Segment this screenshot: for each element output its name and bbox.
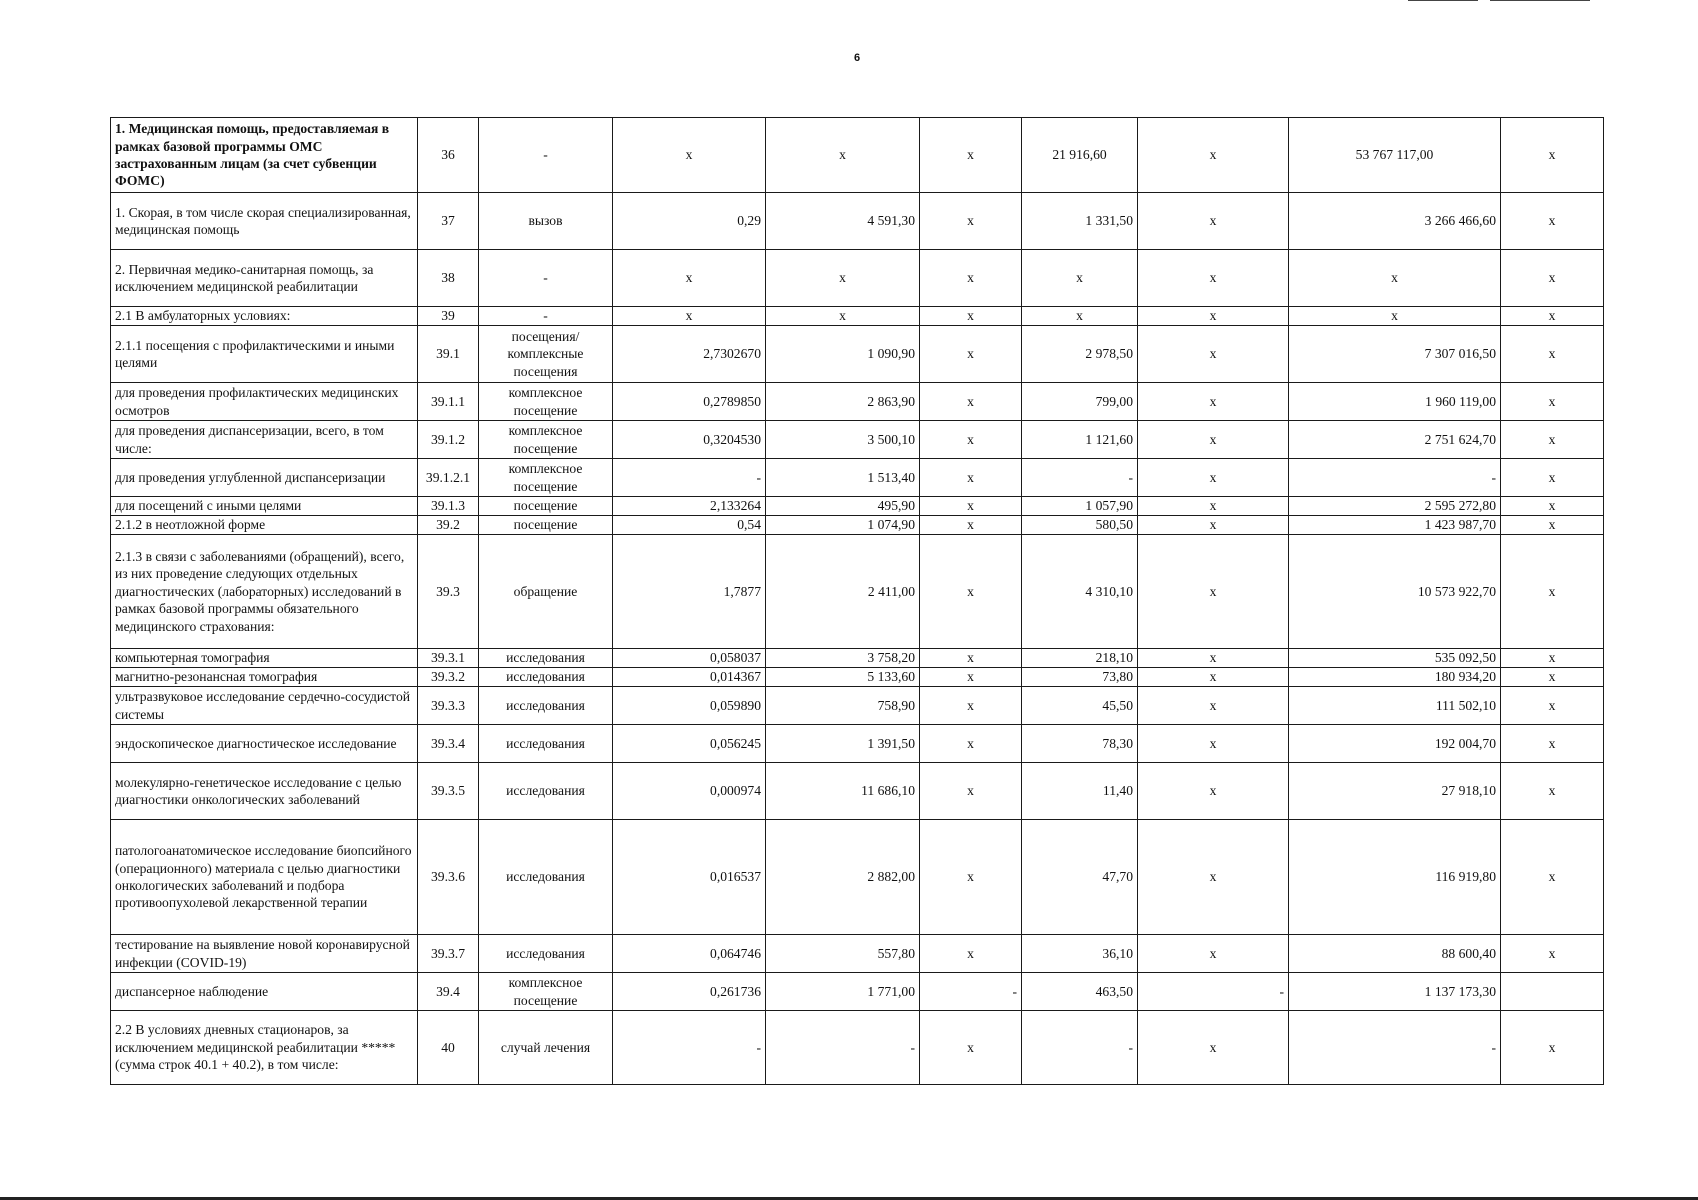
row-value-4: - (1022, 459, 1138, 497)
row-unit: исследования (479, 763, 613, 820)
table-row (111, 763, 1604, 820)
row-name: 1. Медицинская помощь, предоставляемая в рамках базовой программы ОМС застрахованным лицам (за счет субвенции ФОМС) (111, 118, 418, 193)
row-value-6: 27 918,10 (1289, 763, 1501, 820)
row-code: 39.3.1 (418, 649, 479, 668)
row-code: 39.1.2 (418, 421, 479, 459)
row-value-4: 45,50 (1022, 687, 1138, 725)
row-value-7: х (1501, 935, 1604, 973)
row-value-5: х (1138, 687, 1289, 725)
row-name: для посещений с иными целями (111, 497, 418, 516)
row-value-6: - (1289, 1011, 1501, 1085)
row-value-3: х (920, 421, 1022, 459)
row-value-7: х (1501, 383, 1604, 421)
row-value-3: х (920, 193, 1022, 250)
row-value-3: х (920, 307, 1022, 326)
row-value-2: 495,90 (766, 497, 920, 516)
row-code: 39.3.4 (418, 725, 479, 763)
row-value-5: х (1138, 763, 1289, 820)
row-name: тестирование на выявление новой коронавирусной инфекции (COVID-19) (111, 935, 418, 973)
row-value-1: 0,059890 (613, 687, 766, 725)
row-value-4: 21 916,60 (1022, 118, 1138, 193)
row-value-5: х (1138, 497, 1289, 516)
row-unit: исследования (479, 687, 613, 725)
row-value-4: 1 331,50 (1022, 193, 1138, 250)
row-value-7: х (1501, 421, 1604, 459)
row-value-6: 111 502,10 (1289, 687, 1501, 725)
row-value-5: х (1138, 307, 1289, 326)
row-unit: - (479, 307, 613, 326)
row-value-6: 53 767 117,00 (1289, 118, 1501, 193)
row-value-1: 0,29 (613, 193, 766, 250)
row-unit: посещения/комплексные посещения (479, 326, 613, 383)
table-row (111, 725, 1604, 763)
row-value-4: 1 121,60 (1022, 421, 1138, 459)
row-value-1: 0,54 (613, 516, 766, 535)
row-value-3: х (920, 763, 1022, 820)
row-value-4: 36,10 (1022, 935, 1138, 973)
row-value-5: - (1138, 973, 1289, 1011)
table-body (111, 118, 1604, 1085)
row-value-2: 2 863,90 (766, 383, 920, 421)
row-value-4: 1 057,90 (1022, 497, 1138, 516)
row-value-6: 7 307 016,50 (1289, 326, 1501, 383)
row-unit: вызов (479, 193, 613, 250)
row-value-7: х (1501, 459, 1604, 497)
row-value-2: 3 500,10 (766, 421, 920, 459)
table-row (111, 421, 1604, 459)
row-value-7: х (1501, 326, 1604, 383)
table-row (111, 535, 1604, 649)
row-value-3: х (920, 118, 1022, 193)
row-value-3: х (920, 649, 1022, 668)
row-value-2: 3 758,20 (766, 649, 920, 668)
row-value-7: х (1501, 668, 1604, 687)
row-value-7: х (1501, 516, 1604, 535)
row-code: 39.3.2 (418, 668, 479, 687)
row-value-5: х (1138, 193, 1289, 250)
row-unit: комплексное посещение (479, 459, 613, 497)
table-row (111, 1011, 1604, 1085)
row-value-4: 73,80 (1022, 668, 1138, 687)
row-value-1: 0,058037 (613, 649, 766, 668)
row-name: компьютерная томография (111, 649, 418, 668)
row-value-4: 47,70 (1022, 820, 1138, 935)
row-value-5: х (1138, 668, 1289, 687)
table-row (111, 383, 1604, 421)
row-code: 39.3.7 (418, 935, 479, 973)
row-value-4: 463,50 (1022, 973, 1138, 1011)
row-value-6: х (1289, 250, 1501, 307)
row-value-5: х (1138, 326, 1289, 383)
row-value-6: 2 751 624,70 (1289, 421, 1501, 459)
row-value-1: 0,000974 (613, 763, 766, 820)
row-name: 2.1 В амбулаторных условиях: (111, 307, 418, 326)
table-row (111, 250, 1604, 307)
row-value-7: х (1501, 118, 1604, 193)
row-value-2: 1 074,90 (766, 516, 920, 535)
row-unit: обращение (479, 535, 613, 649)
table-row (111, 193, 1604, 250)
row-value-2: 2 411,00 (766, 535, 920, 649)
row-value-1: 0,056245 (613, 725, 766, 763)
row-value-4: 4 310,10 (1022, 535, 1138, 649)
row-value-2: 11 686,10 (766, 763, 920, 820)
row-value-6: 116 919,80 (1289, 820, 1501, 935)
row-value-1: 1,7877 (613, 535, 766, 649)
row-value-6: 535 092,50 (1289, 649, 1501, 668)
table-row (111, 516, 1604, 535)
row-value-3: х (920, 326, 1022, 383)
row-name: 2. Первичная медико-санитарная помощь, за исключением медицинской реабилитации (111, 250, 418, 307)
row-value-1: 0,2789850 (613, 383, 766, 421)
row-value-3: х (920, 250, 1022, 307)
row-value-3: х (920, 535, 1022, 649)
row-unit: комплексное посещение (479, 421, 613, 459)
row-code: 36 (418, 118, 479, 193)
row-name: магнитно-резонансная томография (111, 668, 418, 687)
row-value-1: 0,064746 (613, 935, 766, 973)
row-value-1: 2,7302670 (613, 326, 766, 383)
row-value-6: 192 004,70 (1289, 725, 1501, 763)
row-name: для проведения диспансеризации, всего, в том числе: (111, 421, 418, 459)
row-value-1: - (613, 459, 766, 497)
row-code: 39.4 (418, 973, 479, 1011)
row-code: 39.3 (418, 535, 479, 649)
row-code: 37 (418, 193, 479, 250)
row-value-7: х (1501, 763, 1604, 820)
row-value-7: х (1501, 307, 1604, 326)
table-row (111, 326, 1604, 383)
row-unit: исследования (479, 725, 613, 763)
row-value-6: 10 573 922,70 (1289, 535, 1501, 649)
row-code: 39.3.3 (418, 687, 479, 725)
row-value-6: х (1289, 307, 1501, 326)
row-name: молекулярно-генетическое исследование с целью диагностики онкологических заболеваний (111, 763, 418, 820)
row-value-6: 88 600,40 (1289, 935, 1501, 973)
table-row (111, 668, 1604, 687)
row-code: 39.1.3 (418, 497, 479, 516)
table-row (111, 935, 1604, 973)
row-value-4: х (1022, 307, 1138, 326)
row-value-5: х (1138, 1011, 1289, 1085)
row-value-5: х (1138, 516, 1289, 535)
row-code: 39.3.6 (418, 820, 479, 935)
row-unit: комплексное посещение (479, 973, 613, 1011)
table-row (111, 649, 1604, 668)
row-value-3: х (920, 687, 1022, 725)
table-row (111, 307, 1604, 326)
row-unit: - (479, 118, 613, 193)
row-value-6: 180 934,20 (1289, 668, 1501, 687)
row-unit: - (479, 250, 613, 307)
row-value-7 (1501, 973, 1604, 1011)
table-row (111, 973, 1604, 1011)
row-value-2: 557,80 (766, 935, 920, 973)
row-value-2: 5 133,60 (766, 668, 920, 687)
row-value-7: х (1501, 193, 1604, 250)
row-value-3: х (920, 516, 1022, 535)
row-value-6: - (1289, 459, 1501, 497)
row-name: для проведения профилактических медицинских осмотров (111, 383, 418, 421)
row-value-5: х (1138, 725, 1289, 763)
row-value-3: х (920, 820, 1022, 935)
scan-mark (1490, 0, 1590, 1)
table-row (111, 687, 1604, 725)
row-code: 39.1.2.1 (418, 459, 479, 497)
row-value-4: 580,50 (1022, 516, 1138, 535)
table-row (111, 820, 1604, 935)
row-code: 39.3.5 (418, 763, 479, 820)
row-value-7: х (1501, 250, 1604, 307)
row-value-4: 799,00 (1022, 383, 1138, 421)
row-value-5: х (1138, 649, 1289, 668)
row-unit: исследования (479, 820, 613, 935)
row-value-7: х (1501, 1011, 1604, 1085)
row-value-7: х (1501, 497, 1604, 516)
row-unit: случай лечения (479, 1011, 613, 1085)
row-value-3: х (920, 383, 1022, 421)
row-value-2: 1 391,50 (766, 725, 920, 763)
row-name: эндоскопическое диагностическое исследование (111, 725, 418, 763)
row-value-6: 1 960 119,00 (1289, 383, 1501, 421)
row-unit: комплексное посещение (479, 383, 613, 421)
row-name: 2.2 В условиях дневных стационаров, за исключением медицинской реабилитации ***** (сумма строк 40.1 + 40.2), в том числе: (111, 1011, 418, 1085)
row-value-5: х (1138, 535, 1289, 649)
row-value-6: 3 266 466,60 (1289, 193, 1501, 250)
row-value-5: х (1138, 250, 1289, 307)
table-row (111, 497, 1604, 516)
row-value-1: х (613, 250, 766, 307)
row-value-1: 0,016537 (613, 820, 766, 935)
row-value-1: - (613, 1011, 766, 1085)
row-value-2: х (766, 307, 920, 326)
row-value-2: 2 882,00 (766, 820, 920, 935)
row-unit: исследования (479, 935, 613, 973)
row-value-3: - (920, 973, 1022, 1011)
budget-table (110, 117, 1604, 1085)
row-value-3: х (920, 668, 1022, 687)
row-value-7: х (1501, 725, 1604, 763)
row-code: 39.2 (418, 516, 479, 535)
row-name: 2.1.2 в неотложной форме (111, 516, 418, 535)
row-code: 39.1.1 (418, 383, 479, 421)
row-unit: исследования (479, 668, 613, 687)
row-unit: исследования (479, 649, 613, 668)
row-value-2: 758,90 (766, 687, 920, 725)
row-value-2: - (766, 1011, 920, 1085)
row-value-4: х (1022, 250, 1138, 307)
row-value-2: 1 771,00 (766, 973, 920, 1011)
row-name: 2.1.1 посещения с профилактическими и иными целями (111, 326, 418, 383)
row-value-2: 4 591,30 (766, 193, 920, 250)
row-code: 38 (418, 250, 479, 307)
row-value-6: 2 595 272,80 (1289, 497, 1501, 516)
row-value-5: х (1138, 383, 1289, 421)
row-name: диспансерное наблюдение (111, 973, 418, 1011)
row-name: 2.1.3 в связи с заболеваниями (обращений), всего, из них проведение следующих отдельных диагностических (лабораторных) исследований в рамках базовой программы обязательного медицинского страхования: (111, 535, 418, 649)
row-code: 39 (418, 307, 479, 326)
row-value-7: х (1501, 820, 1604, 935)
row-value-5: х (1138, 118, 1289, 193)
row-value-7: х (1501, 687, 1604, 725)
row-value-1: 0,3204530 (613, 421, 766, 459)
row-value-2: х (766, 118, 920, 193)
row-value-1: х (613, 307, 766, 326)
row-value-4: 218,10 (1022, 649, 1138, 668)
row-value-4: 2 978,50 (1022, 326, 1138, 383)
row-value-3: х (920, 497, 1022, 516)
row-value-7: х (1501, 535, 1604, 649)
row-value-1: х (613, 118, 766, 193)
row-name: патологоанатомическое исследование биопсийного (операционного) материала с целью диагностики онкологических заболеваний и подбора противоопухолевой лекарственной терапии (111, 820, 418, 935)
row-code: 39.1 (418, 326, 479, 383)
row-value-5: х (1138, 421, 1289, 459)
row-unit: посещение (479, 516, 613, 535)
row-value-6: 1 423 987,70 (1289, 516, 1501, 535)
row-value-4: 78,30 (1022, 725, 1138, 763)
row-value-2: х (766, 250, 920, 307)
row-value-6: 1 137 173,30 (1289, 973, 1501, 1011)
scan-mark (1408, 0, 1478, 1)
row-value-1: 0,014367 (613, 668, 766, 687)
row-name: ультразвуковое исследование сердечно-сосудистой системы (111, 687, 418, 725)
row-unit: посещение (479, 497, 613, 516)
row-code: 40 (418, 1011, 479, 1085)
row-value-4: 11,40 (1022, 763, 1138, 820)
row-value-3: х (920, 935, 1022, 973)
row-value-5: х (1138, 459, 1289, 497)
table-row (111, 459, 1604, 497)
row-value-3: х (920, 1011, 1022, 1085)
row-value-7: х (1501, 649, 1604, 668)
row-value-5: х (1138, 935, 1289, 973)
row-value-3: х (920, 459, 1022, 497)
row-name: для проведения углубленной диспансеризации (111, 459, 418, 497)
row-value-2: 1 513,40 (766, 459, 920, 497)
row-value-2: 1 090,90 (766, 326, 920, 383)
row-value-3: х (920, 725, 1022, 763)
page-number: 6 (853, 52, 861, 64)
row-name: 1. Скорая, в том числе скорая специализированная, медицинская помощь (111, 193, 418, 250)
table-row (111, 118, 1604, 193)
row-value-1: 0,261736 (613, 973, 766, 1011)
row-value-5: х (1138, 820, 1289, 935)
row-value-1: 2,133264 (613, 497, 766, 516)
row-value-4: - (1022, 1011, 1138, 1085)
